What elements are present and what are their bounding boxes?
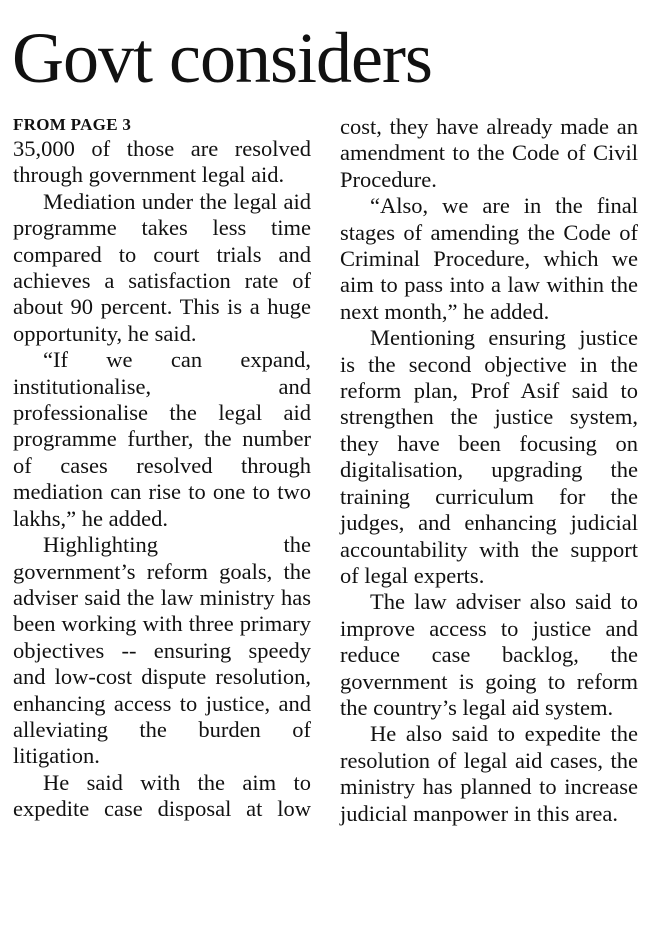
article-paragraph: He also said to expedite the resolution of legal aid cases, the ministry has planned to increase judicial manpower in this area. <box>340 721 638 826</box>
article-paragraph: Highlighting the government’s reform goals, the adviser said the law ministry has been working with three primary objectives -- ensuring speedy and low-cost dispute resolution, enhancing access to justice, and alleviating the burden of litigation. <box>13 532 311 769</box>
article-paragraph: 35,000 of those are resolved through government legal aid. <box>13 136 311 188</box>
article-paragraph: The law adviser also said to improve access to justice and reduce case backlog, the government is going to reform the country’s legal aid system. <box>340 589 638 720</box>
article-paragraph: Mentioning ensuring justice is the second objective in the reform plan, Prof Asif said to strengthen the justice system, they have been focusing on digitalisation, upgrading the training curriculum for the judges, and enhancing judicial accountability with the support of legal experts. <box>340 325 638 588</box>
article-paragraph: He said with the aim to expedite case disposal at low <box>13 769 311 822</box>
article-paragraph: “If we can expand, institutionalise, and professionalise the legal aid programme further, the number of cases resolved through mediation can rise to one to two lakhs,” he added. <box>13 347 311 531</box>
article-paragraph: cost, they have already made an amendment to the Code of Civil Procedure. <box>340 114 638 192</box>
continued-from-label: FROM PAGE 3 <box>13 115 132 134</box>
article-paragraph: Mediation under the legal aid programme takes less time compared to court trials and achieves a satisfaction rate of about 90 percent. This is a huge opportunity, he said. <box>13 188 311 346</box>
headline: Govt considers <box>12 18 432 98</box>
article-column-right <box>340 114 638 827</box>
article-column-left <box>13 114 311 823</box>
article-paragraph: “Also, we are in the final stages of amending the Code of Criminal Procedure, which we aim to pass into a law within the next month,” he added. <box>340 193 638 324</box>
